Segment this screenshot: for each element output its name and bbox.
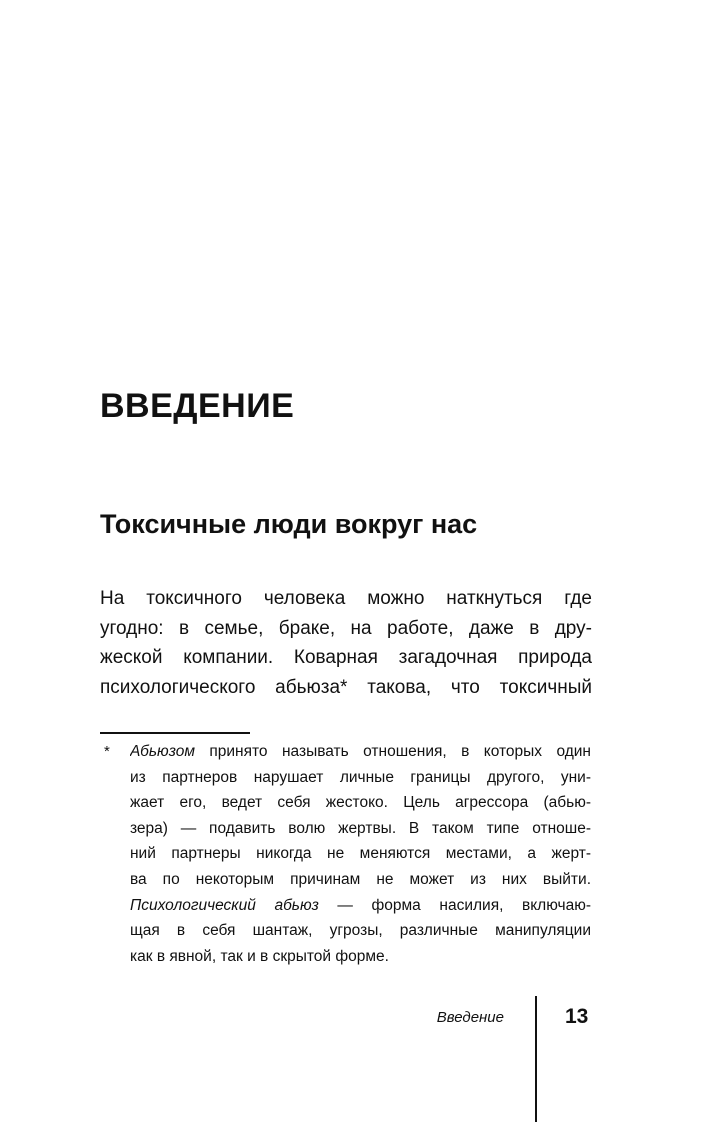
- footnote-line: ва по некоторым причинам не может из них выйти.: [130, 870, 591, 888]
- footnote-text: — форма насилия, включаю-: [318, 896, 591, 914]
- footnote-marker: *: [104, 743, 110, 760]
- body-line: жеской компании. Коварная загадочная природа: [100, 647, 592, 668]
- page-number: 13: [565, 1005, 589, 1028]
- section-title: Токсичные люди вокруг нас: [100, 509, 478, 539]
- chapter-title: ВВЕДЕНИЕ: [100, 387, 295, 425]
- footnote-term: Психологический абьюз: [130, 896, 319, 914]
- footnote-line: жает его, ведет себя жестоко. Цель агрессора (абью-: [130, 794, 591, 812]
- body-line: На токсичного человека можно наткнуться где: [100, 588, 592, 609]
- body-paragraph: [100, 584, 592, 702]
- footnote-line: [130, 893, 591, 919]
- footnote-text: принято называть отношения, в которых один: [194, 743, 591, 760]
- footnote-line: [130, 739, 591, 765]
- footnote-line: зера) — подавить волю жертвы. В таком типе отноше-: [130, 819, 591, 837]
- footer-divider: [535, 996, 537, 1122]
- footnote-line: из партнеров нарушает личные границы другого, уни-: [130, 768, 591, 786]
- footnote-line: как в явной, так и в скрытой форме.: [130, 947, 389, 965]
- running-footer-section: Введение: [436, 1009, 504, 1026]
- body-line: угодно: в семье, браке, на работе, даже в дру-: [100, 617, 592, 639]
- footnote-line: щая в себя шантаж, угрозы, различные манипуляции: [130, 922, 591, 940]
- body-line: психологического абьюза* такова, что токсичный: [100, 676, 592, 698]
- footnote-divider: [100, 732, 250, 734]
- footnote-line: ний партнеры никогда не меняются местами, а жерт-: [130, 845, 591, 863]
- footnote: [130, 739, 591, 969]
- footnote-term: Абьюзом: [130, 743, 195, 760]
